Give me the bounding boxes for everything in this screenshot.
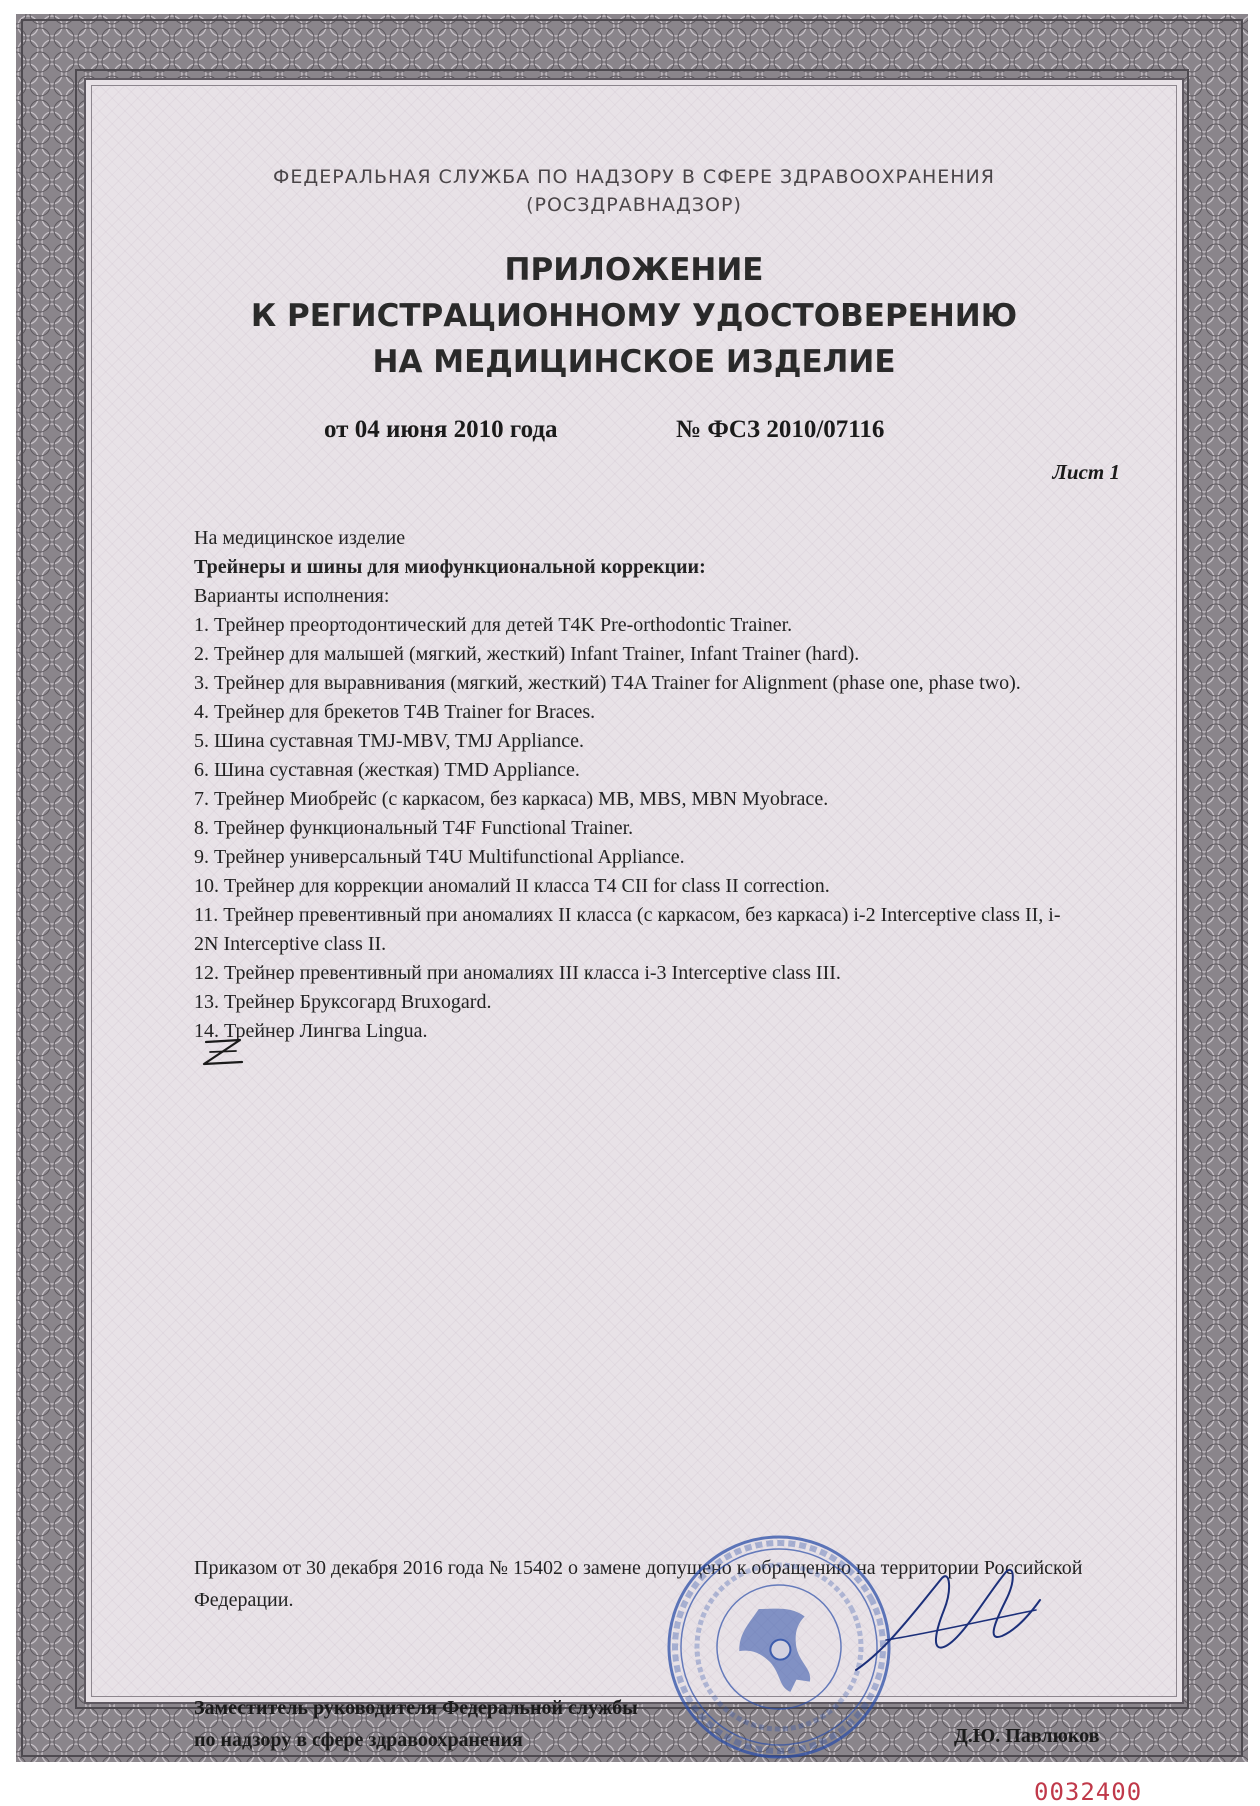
list-item: 2. Трейнер для малышей (мягкий, жесткий) Infant Trainer, Infant Trainer (hard).	[194, 643, 860, 665]
list-item: 5. Шина суставная TMJ-MBV, TMJ Appliance.	[194, 730, 584, 752]
certificate-sheet	[16, 14, 1248, 1806]
agency-name: ФЕДЕРАЛЬНАЯ СЛУЖБА ПО НАДЗОРУ В СФЕРЕ ЗДРАВООХРАНЕНИЯ	[273, 166, 995, 188]
list-item: 9. Трейнер универсальный T4U Multifunctional Appliance.	[194, 846, 685, 868]
product-description	[194, 524, 1074, 1046]
title-line-1: ПРИЛОЖЕНИЕ	[504, 252, 764, 288]
title-line-3: НА МЕДИЦИНСКОЕ ИЗДЕЛИЕ	[372, 344, 896, 380]
list-item: 6. Шина суставная (жесткая) TMD Appliance.	[194, 759, 580, 781]
variants-list	[194, 611, 1074, 1046]
intro-text: На медицинское изделие	[194, 527, 406, 549]
sheet-number: Лист 1	[1052, 460, 1120, 484]
title-line-2: К РЕГИСТРАЦИОННОМУ УДОСТОВЕРЕНИЮ	[250, 298, 1018, 334]
serial-number: 0032400	[1034, 1778, 1143, 1806]
list-item: 7. Трейнер Миобрейс (с каркасом, без каркаса) MB, MBS, MBN Myobrace.	[194, 788, 829, 810]
certificate-number: № ФСЗ 2010/07116	[676, 416, 885, 443]
list-item: 4. Трейнер для брекетов T4B Trainer for Braces.	[194, 701, 596, 723]
variants-label: Варианты исполнения:	[194, 585, 390, 607]
list-item: 13. Трейнер Бруксогард Bruxogard.	[194, 991, 492, 1013]
list-item: 1. Трейнер преортодонтический для детей T4K Pre-orthodontic Trainer.	[194, 614, 793, 636]
list-item: 3. Трейнер для выравнивания (мягкий, жесткий) T4A Trainer for Alignment (phase one, phase two).	[194, 672, 1021, 694]
list-item: 14. Трейнер Лингва Lingua.	[194, 1020, 428, 1042]
list-item: 11. Трейнер превентивный при аномалиях II класса (с каркасом, без каркаса) i-2 Interceptive class II, i-2N Interceptive class II.	[194, 904, 1061, 955]
end-mark-z	[196, 1034, 256, 1074]
certificate-date: от 04 июня 2010 года	[324, 416, 558, 443]
agency-abbreviation: (РОСЗДРАВНАДЗОР)	[526, 194, 742, 216]
list-item: 10. Трейнер для коррекции аномалий II класса T4 CII for class II correction.	[194, 875, 830, 897]
handwritten-signature	[846, 1550, 1046, 1700]
document-body	[84, 78, 1184, 1806]
list-item: 8. Трейнер функциональный T4F Functional Trainer.	[194, 817, 634, 839]
signatory-title-line-1: Заместитель руководителя Федеральной службы	[194, 1697, 638, 1719]
signatory-title-line-2: по надзору в сфере здравоохранения	[194, 1729, 523, 1751]
date-number-line	[86, 416, 1182, 450]
replacement-order-text: Приказом от 30 декабря 2016 года № 15402 о замене допущено к обращению на территории Российской Федерации.	[194, 1557, 1083, 1611]
signatory-name: Д.Ю. Павлюков	[954, 1725, 1100, 1747]
list-item: 12. Трейнер превентивный при аномалиях III класса i-3 Interceptive class III.	[194, 962, 841, 984]
product-name: Трейнеры и шины для миофункциональной коррекции:	[194, 556, 706, 578]
